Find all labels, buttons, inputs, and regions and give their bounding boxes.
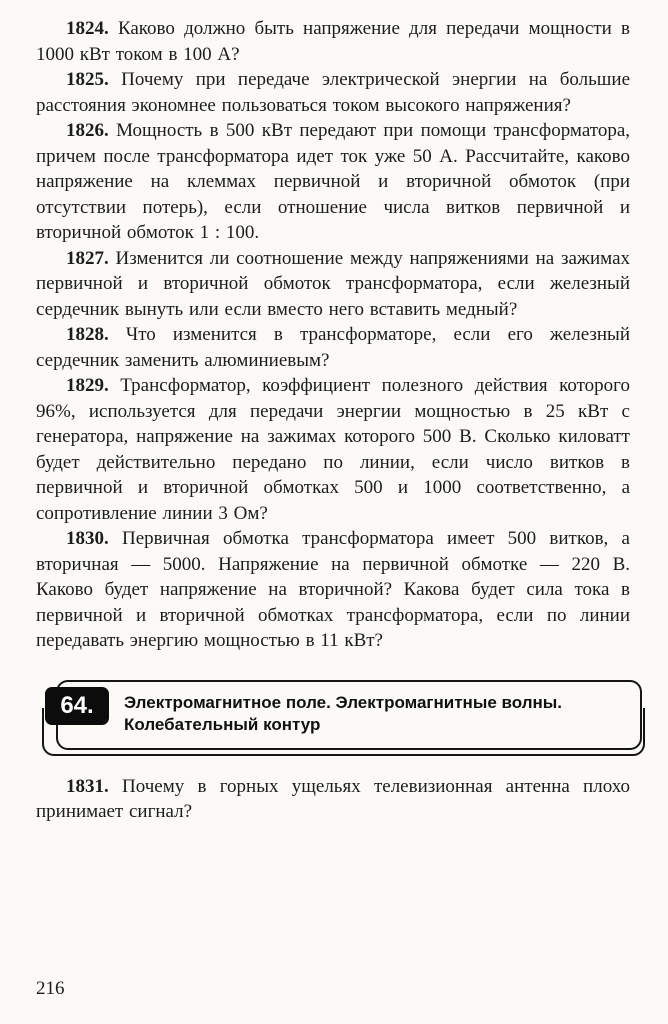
- problem-item: [36, 526, 630, 654]
- section-title: Электромагнитное поле. Электромагнитные волны. Колебательный контур: [124, 692, 563, 734]
- problem-item: [36, 246, 630, 323]
- problem-item: [36, 16, 630, 67]
- problem-item: [36, 67, 630, 118]
- problem-number: 1830.: [66, 528, 109, 549]
- problem-item: [36, 774, 630, 825]
- problem-text: Мощность в 500 кВт передают при помощи трансформатора, причем после трансформатора идет ток уже 50 А. Рассчитайте, каково напряжение на клеммах первичной и вторичной обмоток (при отсутствии потерь), если отношение числа витков первичной и вторичной обмоток 1 : 100.: [36, 120, 630, 243]
- problems-section-bottom: [36, 774, 630, 825]
- problem-text: Первичная обмотка трансформатора имеет 500 витков, а вторичная — 5000. Напряжение на первичной обмотке — 220 В. Каково будет напряжение на вторичной? Какова будет сила тока в первичной и вторичной обмотках трансформатора, если по линии передавать энергию мощностью в 11 кВт?: [36, 528, 630, 651]
- problem-text: Изменится ли соотношение между напряжениями на зажимах первичной и вторичной обмоток трансформатора, если железный сердечник вынуть или если вместо него вставить медный?: [36, 247, 631, 320]
- section-number-badge: [45, 687, 109, 725]
- section-number: 64.: [60, 691, 94, 719]
- problem-text: Что изменится в трансформаторе, если его железный сердечник заменить алюминиевым?: [36, 324, 630, 371]
- problem-number: 1831.: [66, 775, 109, 797]
- problem-number: 1828.: [66, 324, 109, 345]
- section-header: [56, 680, 642, 750]
- problem-text: Каково должно быть напряжение для передачи мощности в 1000 кВт током в 100 А?: [36, 18, 630, 65]
- page-number: 216: [36, 978, 65, 999]
- problem-item: [36, 118, 630, 246]
- problem-number: 1824.: [66, 18, 109, 39]
- problem-number: 1829.: [66, 375, 109, 396]
- problem-number: 1827.: [66, 247, 109, 269]
- problem-number: 1825.: [66, 69, 109, 90]
- problems-section-top: [36, 16, 630, 654]
- problem-item: [36, 322, 630, 373]
- section-frame: [56, 680, 642, 750]
- problem-text: Почему в горных ущельях телевизионная антенна плохо принимает сигнал?: [36, 775, 631, 822]
- problem-number: 1826.: [66, 120, 109, 141]
- problem-text: Почему при передаче электрической энергии на большие расстояния экономнее пользоваться током высокого напряжения?: [36, 69, 631, 116]
- problem-text: Трансформатор, коэффициент полезного действия которого 96%, используется для передачи энергии мощностью в 25 кВт с генератора, напряжение на зажимах которого 500 В. Сколько киловатт будет действительно передано по линии, если число витков в первичной и вторичной обмотках 500 и 1000 соответственно, а сопротивление линии 3 Ом?: [36, 375, 630, 524]
- problem-item: [36, 373, 630, 526]
